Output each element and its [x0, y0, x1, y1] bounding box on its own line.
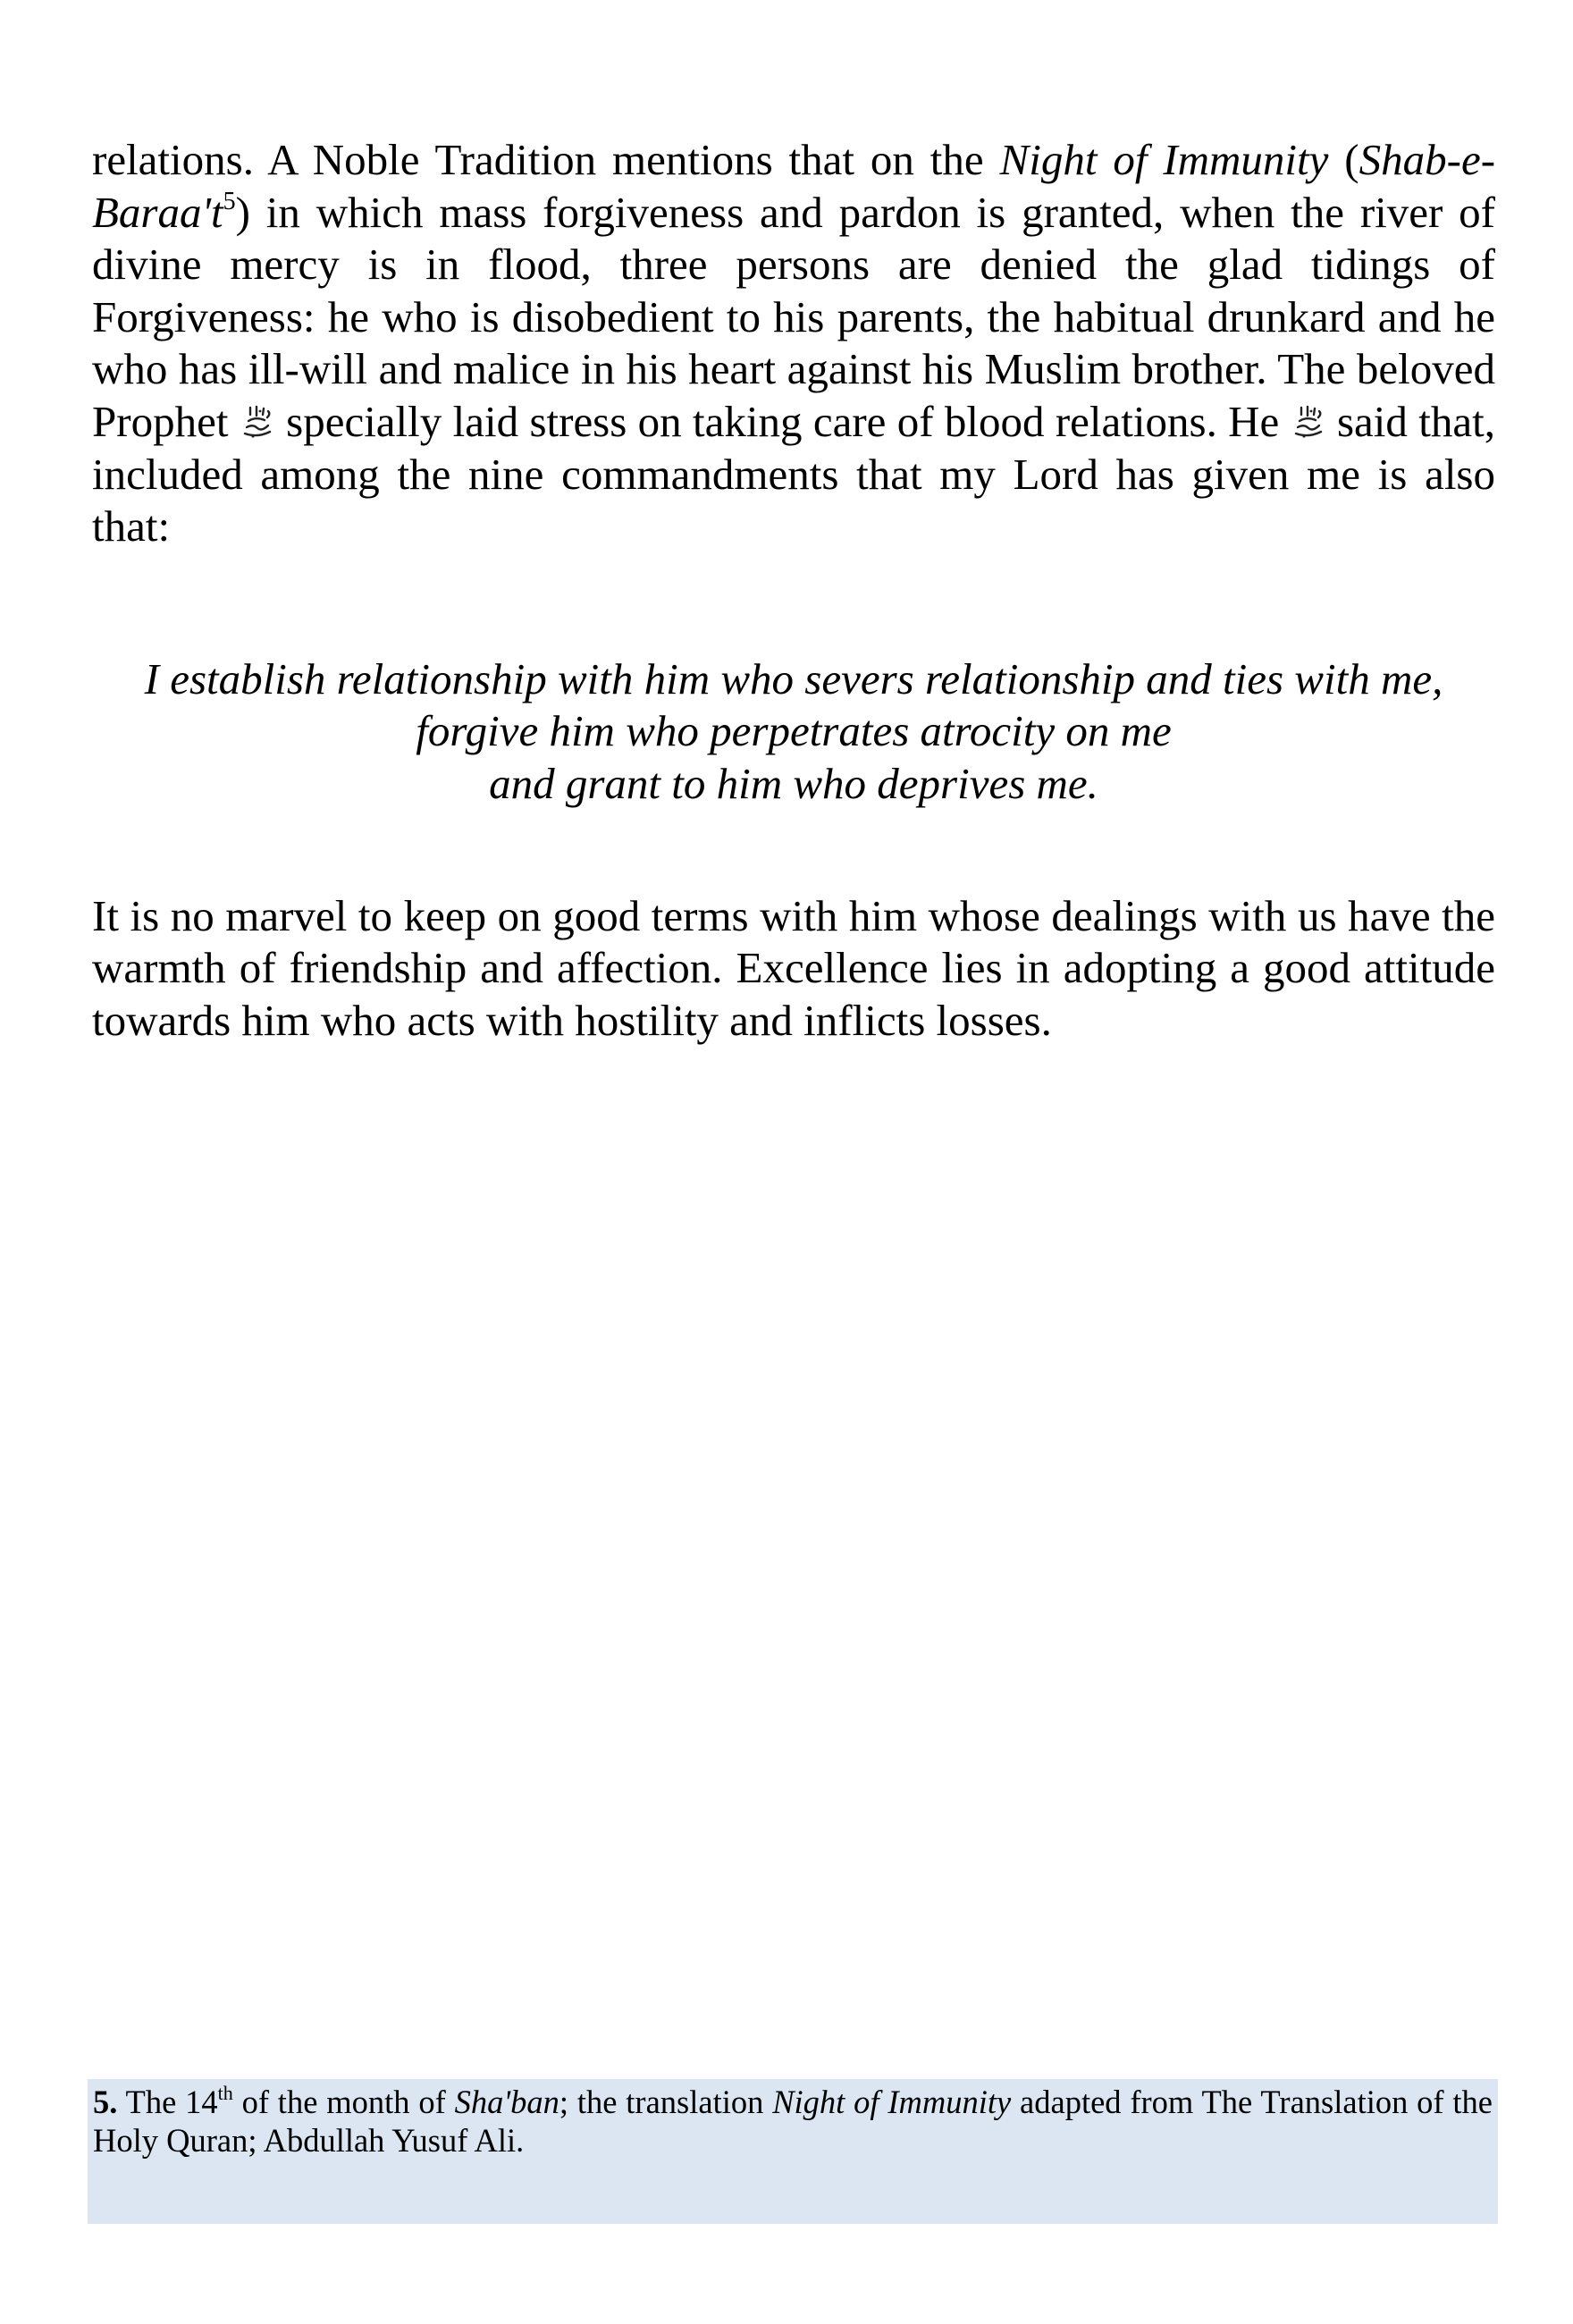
text-run: ; the translation: [559, 2084, 773, 2120]
night-of-immunity-term: Night of Immunity: [772, 2084, 1012, 2120]
night-of-immunity-term: Night of Immunity: [999, 135, 1329, 184]
salawat-calligraphy-icon: [1291, 404, 1326, 440]
page-body: [92, 134, 1495, 1047]
quote-line: forgive him who perpetrates atrocity on me: [416, 706, 1172, 756]
text-run: relations. A Noble Tradition mentions that on the: [92, 135, 1000, 184]
shaban-term: Sha'ban: [454, 2084, 559, 2120]
quote-line: and grant to him who deprives me.: [489, 758, 1098, 808]
ordinal-suffix: th: [217, 2082, 233, 2104]
footnote-5: [88, 2079, 1498, 2224]
hadith-quote: [92, 653, 1495, 811]
text-run: said that, included among the nine commandments that my Lord has given me is also that:: [92, 396, 1495, 552]
text-run: specially laid stress on taking care of blood relations. He: [274, 396, 1291, 446]
footnote-number: 5.: [93, 2084, 118, 2120]
footnote-reference[interactable]: 5: [223, 187, 236, 215]
text-run: of the month of: [232, 2084, 455, 2120]
text-run: The 14: [117, 2084, 218, 2120]
paragraph-tradition: [92, 134, 1495, 553]
text-run: adapted from The Translation of the Holy Quran; Abdullah Yusuf Ali.: [93, 2084, 1493, 2159]
shab-e-baraat-term: Shab-e-Baraa't: [92, 135, 1496, 237]
text-run: (: [1328, 135, 1359, 184]
paragraph-excellence: It is no marvel to keep on good terms with him whose dealings with us have the warmth of friendship and affection. Excellence lies in adopting a good attitude towards him who acts with hostility and inflicts losses.: [92, 890, 1495, 1045]
quote-line: I establish relationship with him who severs relationship and ties with me,: [144, 653, 1443, 703]
text-run: ) in which mass forgiveness and pardon is granted, when the river of divine mercy is in flood, three persons are denied the glad tidings of Forgiveness: he who is disobedient to his parents, the habitual drunkard and he who has ill-will and malice in his heart against his Muslim brother. The beloved Prophet: [92, 187, 1495, 446]
salawat-calligraphy-icon: [240, 404, 275, 440]
